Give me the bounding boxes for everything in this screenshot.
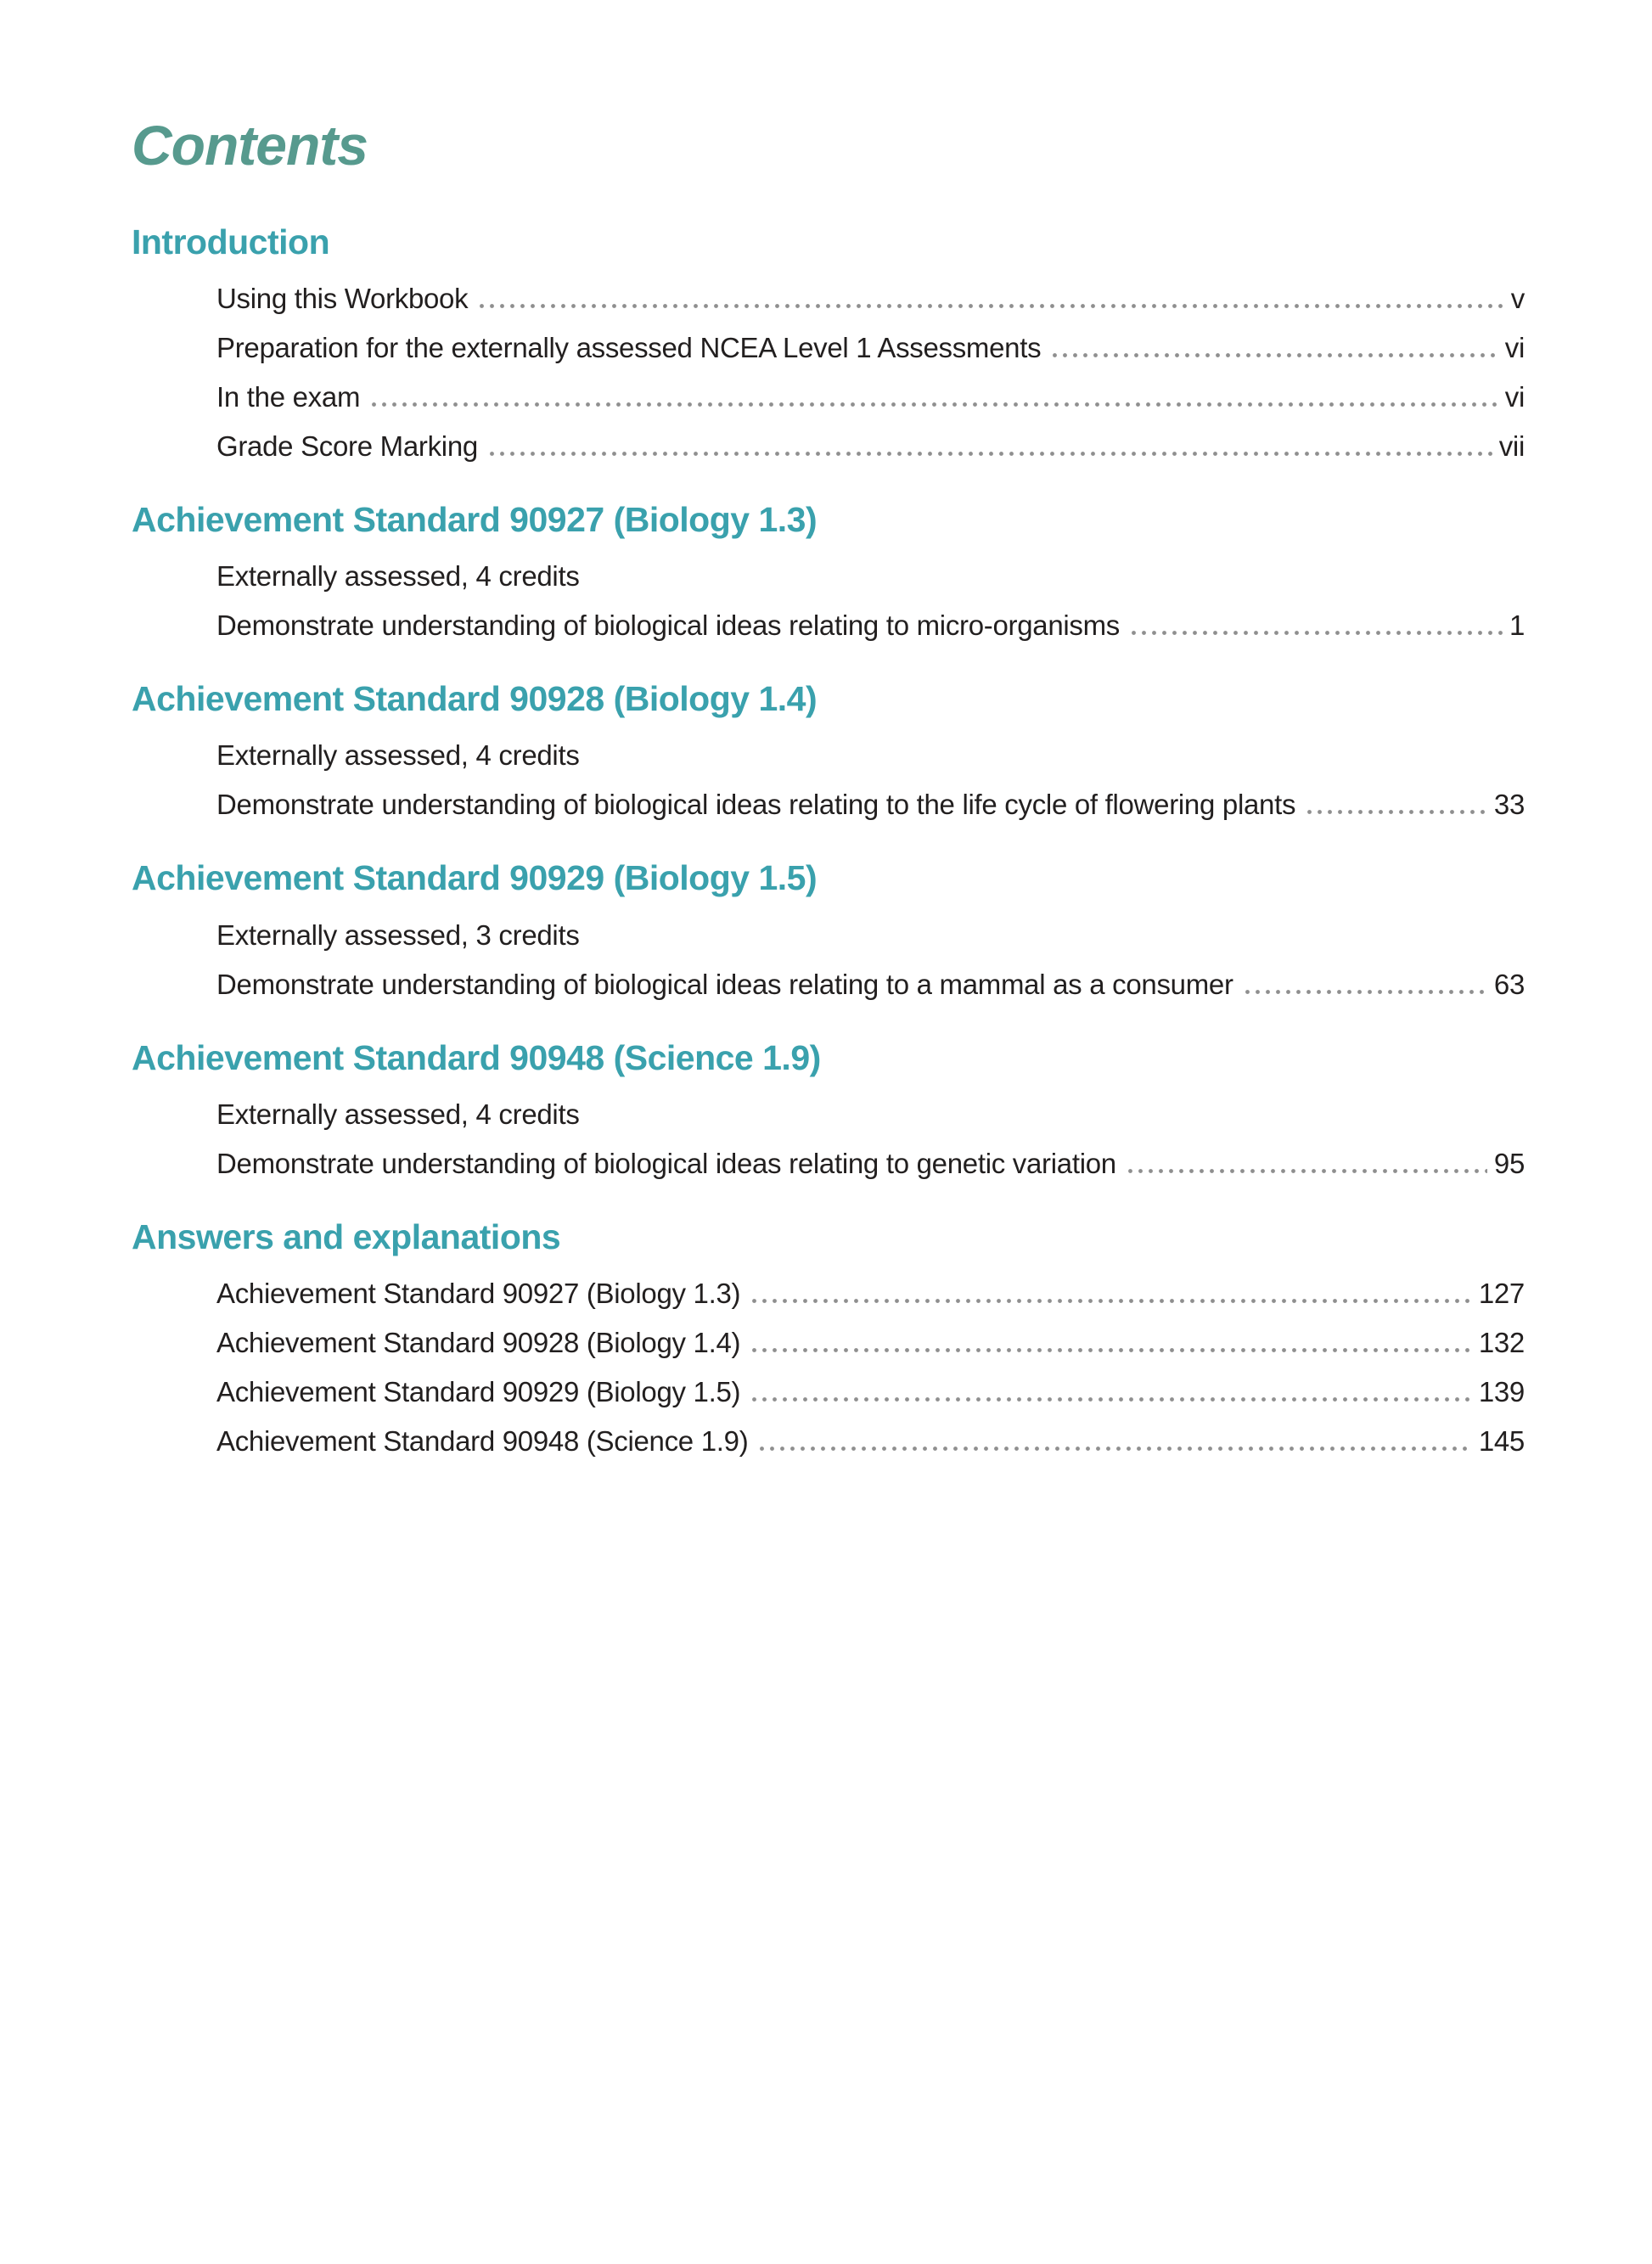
dot-leader bbox=[752, 1397, 1472, 1402]
toc-entry bbox=[132, 960, 1525, 1009]
section-as90948 bbox=[132, 1038, 1525, 1188]
section-subheading: Externally assessed, 4 credits bbox=[216, 739, 580, 772]
toc-entry bbox=[132, 780, 1525, 829]
page-number: 95 bbox=[1493, 1147, 1525, 1179]
page-number: 1 bbox=[1509, 610, 1525, 642]
dot-leader bbox=[1053, 353, 1497, 357]
dot-leader bbox=[1245, 990, 1487, 994]
section-subheading: Externally assessed, 3 credits bbox=[216, 919, 580, 951]
section-as90929 bbox=[132, 858, 1525, 1008]
toc-entry-text: Grade Score Marking bbox=[216, 430, 478, 463]
toc-entry bbox=[132, 601, 1525, 650]
section-heading: Achievement Standard 90928 (Biology 1.4) bbox=[132, 679, 818, 719]
section-introduction bbox=[132, 222, 1525, 471]
page-number: vi bbox=[1504, 332, 1525, 364]
toc-entry-text: Achievement Standard 90948 (Science 1.9) bbox=[216, 1424, 749, 1457]
toc-entry-text: Preparation for the externally assessed NCEA Level 1 Assessments bbox=[216, 332, 1042, 364]
toc-entry bbox=[132, 274, 1525, 323]
dot-leader bbox=[752, 1299, 1472, 1303]
section-answers bbox=[132, 1217, 1525, 1466]
page-number: 132 bbox=[1478, 1326, 1525, 1358]
dot-leader bbox=[490, 452, 1492, 456]
dot-leader bbox=[1132, 631, 1503, 635]
toc-entry-text: Achievement Standard 90929 (Biology 1.5) bbox=[216, 1375, 741, 1407]
toc-entry-text: Achievement Standard 90928 (Biology 1.4) bbox=[216, 1326, 741, 1358]
section-heading: Achievement Standard 90948 (Science 1.9) bbox=[132, 1037, 821, 1077]
toc-entry bbox=[132, 323, 1525, 373]
toc-entry bbox=[132, 422, 1525, 471]
page-number: vi bbox=[1504, 381, 1525, 413]
section-heading: Introduction bbox=[132, 222, 330, 261]
toc-entry bbox=[132, 1368, 1525, 1417]
toc-entry bbox=[132, 1417, 1525, 1466]
section-subheading: Externally assessed, 4 credits bbox=[216, 1098, 580, 1130]
toc-entry-text: Achievement Standard 90927 (Biology 1.3) bbox=[216, 1277, 741, 1309]
dot-leader bbox=[372, 402, 1498, 407]
dot-leader bbox=[752, 1348, 1472, 1352]
section-heading: Achievement Standard 90929 (Biology 1.5) bbox=[132, 858, 818, 898]
dot-leader bbox=[1128, 1169, 1487, 1173]
toc-entry-text: Using this Workbook bbox=[216, 283, 469, 315]
dot-leader bbox=[480, 304, 1503, 308]
page-number: v bbox=[1510, 283, 1525, 315]
toc-entry-text: Demonstrate understanding of biological ideas relating to micro-organisms bbox=[216, 610, 1120, 642]
page-number: vii bbox=[1498, 430, 1525, 463]
page-number: 63 bbox=[1493, 968, 1525, 1000]
dot-leader bbox=[760, 1447, 1471, 1451]
section-heading: Answers and explanations bbox=[132, 1216, 561, 1256]
page-number: 33 bbox=[1493, 789, 1525, 821]
section-as90927 bbox=[132, 500, 1525, 650]
section-as90928 bbox=[132, 679, 1525, 829]
page-title: Contents bbox=[132, 114, 368, 177]
toc-entry-text: In the exam bbox=[216, 381, 361, 413]
section-subheading: Externally assessed, 4 credits bbox=[216, 560, 580, 593]
section-heading: Achievement Standard 90927 (Biology 1.3) bbox=[132, 500, 818, 540]
page-number: 127 bbox=[1478, 1277, 1525, 1309]
toc-entry bbox=[132, 373, 1525, 422]
toc-entry-text: Demonstrate understanding of biological ideas relating to a mammal as a consumer bbox=[216, 968, 1233, 1000]
toc-entry bbox=[132, 1269, 1525, 1318]
toc-entry-text: Demonstrate understanding of biological ideas relating to genetic variation bbox=[216, 1147, 1116, 1179]
toc-entry-text: Demonstrate understanding of biological ideas relating to the life cycle of flowering plants bbox=[216, 789, 1296, 821]
page-number: 145 bbox=[1478, 1424, 1525, 1457]
page-number: 139 bbox=[1478, 1375, 1525, 1407]
toc-entry bbox=[132, 1318, 1525, 1368]
dot-leader bbox=[1307, 810, 1487, 814]
toc-entry bbox=[132, 1139, 1525, 1188]
